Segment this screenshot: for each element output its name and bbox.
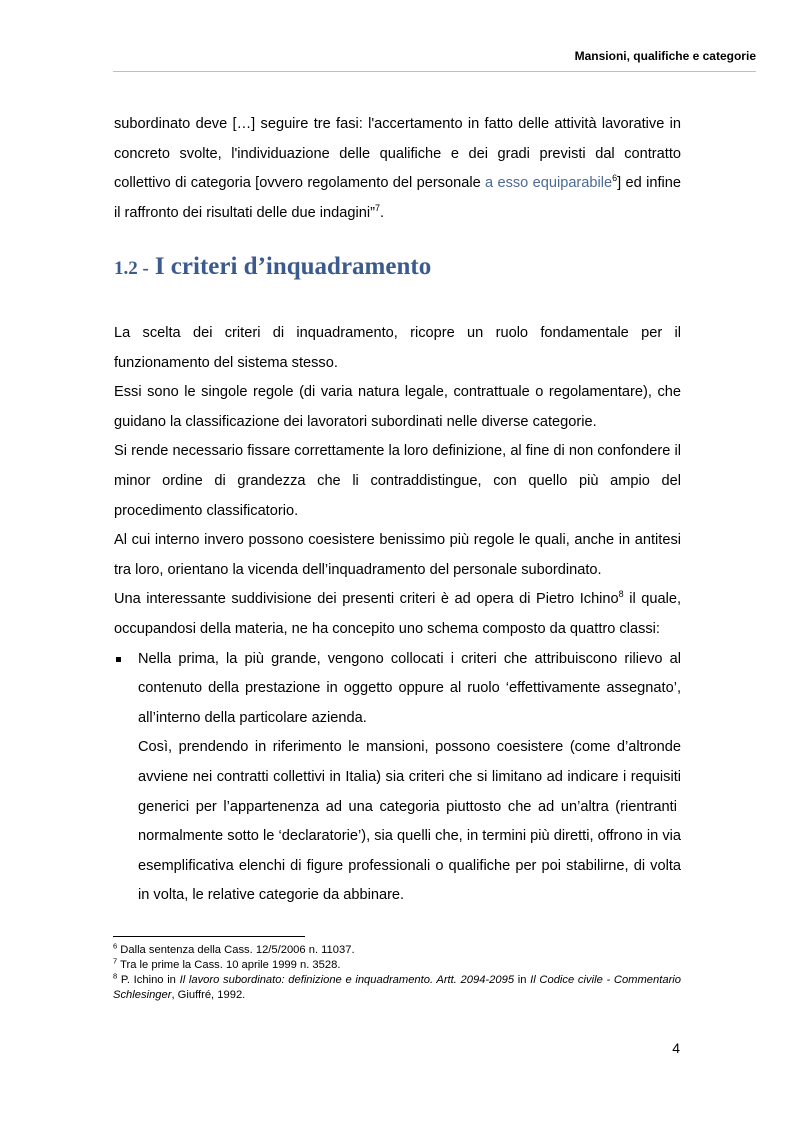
section-title: I criteri d’inquadramento [154,253,432,280]
intro-text-c: . [379,204,385,221]
bullet-item [114,645,681,911]
footnote-separator [113,936,305,937]
ichino-text-b: il quale, occupandosi della materia, ne ha concepito uno schema composto da quattro classi: [114,591,682,637]
main-text [114,319,681,911]
ichino-text-a: Una interessante suddivisione dei presenti criteri è ad opera di Pietro Ichino [114,591,619,608]
section-number: 1.2 - [114,258,149,279]
page-number: 4 [672,1040,680,1056]
square-bullet-icon [116,657,121,662]
section-heading [114,253,431,281]
footnote-text: in [514,974,531,986]
footnote-ref-8[interactable]: 8 [618,589,624,600]
footnote-number: 8 [113,971,118,981]
footnote-text: Dalla sentenza della Cass. 12/5/2006 n. 11037. [117,944,355,956]
bullet-text: Nella prima, la più grande, vengono collocati i criteri che attribuiscono rilievo al contenuto della prestazione in oggetto oppure al ruolo ‘effettivamente assegnato’, all’interno della particolare azienda. [138,650,681,726]
footnote-number: 6 [113,941,118,951]
intro-text-b: ] ed infine il raffronto dei risultati delle due indagini” [114,175,681,221]
intro-text-highlight: a esso equiparabile [485,175,613,192]
footnote-ref-7[interactable]: 7 [374,202,380,213]
footnote-text: , Giuffré, 1992. [171,989,246,1001]
paragraph: La scelta dei criteri di inquadramento, ricopre un ruolo fondamentale per il funzionamento del sistema stesso. [114,325,681,371]
footnote-italic-title: Il Codice civile - Commentario Schlesinger [113,974,682,1001]
footnotes [113,943,681,1003]
header-rule [113,71,756,72]
paragraph: Al cui interno invero possono coesistere benissimo più regole le quali, anche in antitesi tra loro, orientano la vicenda dell’inquadramento del personale subordinato. [114,532,681,578]
footnote-6 [113,943,681,958]
footnote-text: P. Ichino in [117,974,180,986]
intro-text-a: subordinato deve […] seguire tre fasi: l'accertamento in fatto delle attività lavorative in concreto svolte, l'individuazione delle qualifiche e dei gradi previsti dal contratto collettivo di categoria [ovvero regolamento del personale [114,116,681,192]
bullet-continuation: Così, prendendo in riferimento le mansioni, possono coesistere (come d’altronde avviene nei contratti collettivi in Italia) sia criteri che si limitano ad indicare i requisiti generici per l’appartenenza ad una categoria piuttosto che ad un’altra (rientranti normalmente sotto le ‘declaratorie’), sia quelli che, in termini più diretti, offrono in via esemplificativa elenchi di figure professionali o qualifiche per poi stabilirne, di volta in volta, le relative categorie da abbinare. [138,739,681,904]
running-header: Mansioni, qualifiche e categorie [574,49,756,63]
ichino-paragraph [114,585,681,644]
footnote-italic-title: Il lavoro subordinato: definizione e inquadramento. Artt. 2094-2095 [179,974,515,986]
intro-paragraph [114,110,681,228]
footnote-text: Tra le prime la Cass. 10 aprile 1999 n. 3528. [117,959,341,971]
paragraph: Essi sono le singole regole (di varia natura legale, contrattuale o regolamentare), che guidano la classificazione dei lavoratori subordinati nelle diverse categorie. [114,384,681,430]
footnote-ref-6[interactable]: 6 [612,173,618,184]
paragraph: Si rende necessario fissare correttamente la loro definizione, al fine di non confondere il minor ordine di grandezza che li contraddistingue, con quello più ampio del procedimento classificatorio. [114,443,681,519]
footnote-8 [113,973,681,1003]
footnote-number: 7 [113,956,118,966]
footnote-7 [113,958,681,973]
